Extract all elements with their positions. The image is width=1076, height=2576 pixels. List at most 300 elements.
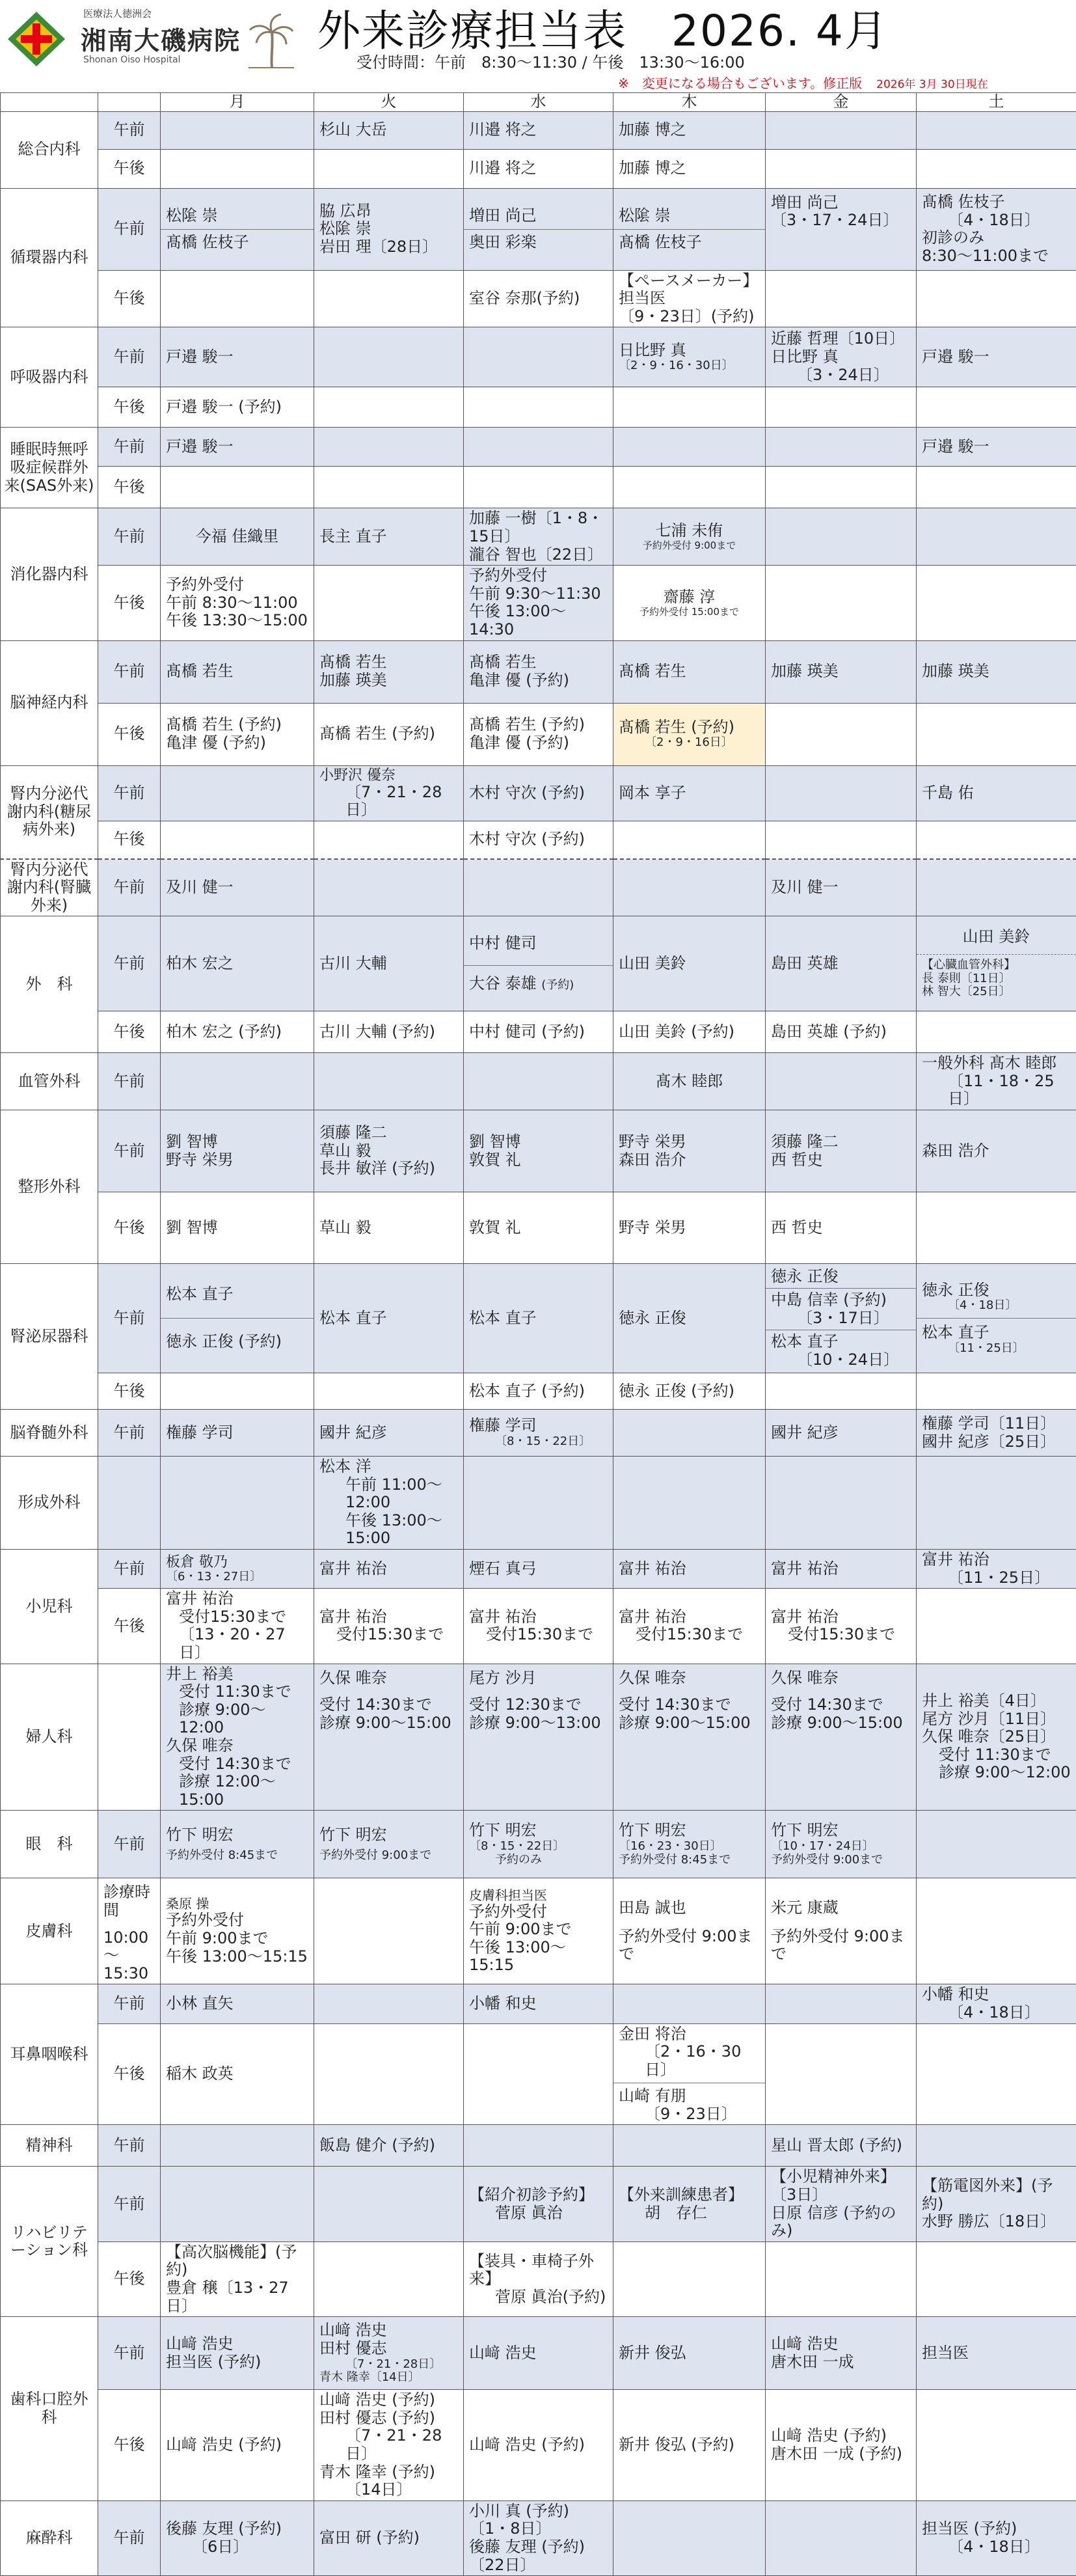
doctor: 小林 直矢	[166, 1994, 234, 2012]
doctor: 山崎 有朋	[619, 2087, 760, 2105]
note: 予約外受付	[469, 1903, 608, 1921]
note: 【外来訓練患者】	[619, 2186, 760, 2204]
note: 受付 14:30まで	[166, 1755, 308, 1774]
doctor: 飯島 健介 (予約)	[319, 2136, 435, 2154]
table-row	[1, 1264, 1076, 1373]
doctor: 中島 信幸 (予約)	[771, 1291, 911, 1309]
doctor: 富井 祐治	[922, 1551, 1071, 1569]
cell	[464, 2390, 613, 2501]
cell	[766, 916, 917, 1011]
note: 受付 11:30まで	[922, 1746, 1071, 1764]
cell	[766, 467, 917, 508]
doctor: 七浦 未侑	[619, 522, 760, 540]
cell-divider	[613, 229, 765, 230]
note: 〔7・21・28日〕	[319, 2427, 458, 2463]
doctor: 及川 健一	[771, 878, 839, 896]
cell	[161, 387, 314, 428]
doctor: 瀧谷 智也〔22日〕	[469, 546, 608, 564]
cell	[917, 1410, 1076, 1457]
period-am: 午前	[98, 428, 161, 467]
doctor: 久保 唯奈	[771, 1669, 911, 1688]
doctor: 亀津 優 (予約)	[469, 672, 608, 690]
doctor: 菅原 眞治	[469, 2204, 608, 2223]
cell	[314, 188, 464, 270]
table-row	[1, 2023, 1076, 2125]
note: 〜15:30	[103, 1947, 155, 1982]
cell	[161, 2501, 314, 2575]
doctor: 小幡 和史	[469, 1994, 537, 2012]
doctor: 権藤 学司	[166, 1423, 234, 1442]
cell	[766, 859, 917, 916]
period-pm: 午後	[98, 149, 161, 188]
note: 午後 13:00〜15:15	[166, 1948, 308, 1966]
cell	[464, 1550, 613, 1589]
cell	[766, 1589, 917, 1664]
table-row	[1, 1192, 1076, 1264]
doctor: 井上 裕美	[166, 1665, 308, 1684]
cell	[464, 1192, 613, 1264]
doctor: 煙石 真弓	[469, 1559, 537, 1578]
palm-tree-icon	[249, 13, 294, 69]
cell	[766, 2023, 917, 2125]
doctor: 戸邉 駿一	[922, 348, 989, 366]
day-header-thu: 木	[613, 93, 766, 112]
doctor: 久保 唯奈	[319, 1669, 458, 1688]
period-am: 午前	[98, 859, 161, 916]
cell	[314, 270, 464, 327]
cell	[766, 1053, 917, 1110]
cell	[613, 1410, 766, 1457]
dept-ophthalmology: 眼 科	[1, 1811, 98, 1878]
doctor: 山﨑 浩史	[319, 2322, 458, 2340]
doctor: 加藤 瑛美	[771, 662, 839, 680]
note: 受付15:30まで	[619, 1626, 760, 1644]
cell	[464, 1457, 613, 1550]
doctor: 柏木 宏之	[166, 954, 234, 972]
period-pm: 午後	[98, 1589, 161, 1664]
cell	[766, 2317, 917, 2390]
doctor: 國井 紀彦〔25日〕	[922, 1433, 1071, 1451]
doctor: 山﨑 浩史	[166, 2335, 308, 2353]
doctor: 劉 智博	[166, 1218, 218, 1237]
period-am: 午前	[98, 1264, 161, 1373]
cell	[314, 1011, 464, 1053]
cell	[917, 1053, 1076, 1110]
doctor: 徳永 正俊	[922, 1281, 1071, 1300]
cell	[161, 1457, 314, 1550]
cell	[464, 467, 613, 508]
cell-divider	[161, 229, 314, 230]
note: 受付15:30まで	[319, 1626, 458, 1644]
doctor: 山田 美鈴 (予約)	[619, 1022, 734, 1041]
doctor: 國井 紀彦	[319, 1423, 387, 1442]
cell	[464, 188, 613, 270]
cell	[766, 1410, 917, 1457]
cell	[613, 916, 766, 1011]
doctor: 米元 康蔵	[771, 1899, 911, 1917]
cell	[917, 1984, 1076, 2023]
day-header-wed: 水	[464, 93, 613, 112]
dept-ortho: 整形外科	[1, 1110, 98, 1264]
cell	[314, 1811, 464, 1878]
cell	[314, 1053, 464, 1110]
table-row	[1, 859, 1076, 916]
cell	[314, 1550, 464, 1589]
doctor: 尾方 沙月	[469, 1669, 608, 1688]
note: 【高次脳機能】(予約)	[166, 2243, 308, 2279]
note: 〔4・18日〕	[922, 2004, 1071, 2022]
doctor: 木村 守次 (予約)	[469, 784, 585, 802]
cell	[917, 270, 1076, 327]
table-row	[1, 916, 1076, 1011]
period-am: 午前	[98, 1410, 161, 1457]
cell	[464, 765, 613, 821]
cell-divider	[917, 1318, 1076, 1319]
cell	[464, 428, 613, 467]
doctor: 富井 祐治	[166, 1590, 308, 1608]
note: 予約外受付 8:45まで	[619, 1854, 760, 1867]
doctor: 松隂 崇	[166, 207, 308, 225]
doctor: 岩田 理〔28日〕	[319, 238, 458, 256]
doctor: 長井 敏洋 (予約)	[319, 1160, 458, 1178]
dept-vascular: 血管外科	[1, 1053, 98, 1110]
cell	[314, 765, 464, 821]
cell	[161, 2241, 314, 2316]
cell	[766, 703, 917, 765]
cell	[161, 640, 314, 703]
table-row	[1, 1878, 1076, 1984]
note: 【筋電図外来】(予約)	[922, 2177, 1071, 2213]
doctor: 増田 尚己	[771, 194, 911, 212]
period-am: 午前	[98, 327, 161, 387]
note: 〔3・17日〕	[771, 1309, 911, 1328]
doctor: 亀津 優 (予約)	[166, 734, 308, 752]
cell	[917, 640, 1076, 703]
cell	[917, 2317, 1076, 2390]
table-row	[1, 640, 1076, 703]
cell	[314, 916, 464, 1011]
note: 診療 9:00〜15:00	[619, 1714, 760, 1733]
cell	[314, 2023, 464, 2125]
cell-divider	[161, 1318, 314, 1319]
cell	[613, 1589, 766, 1664]
cell	[613, 2023, 766, 2125]
cell	[464, 1373, 613, 1410]
cell	[766, 1457, 917, 1550]
note: 〔3・24日〕	[771, 366, 911, 385]
dept-resp: 呼吸器内科	[1, 327, 98, 428]
doctor: 木村 守次 (予約)	[469, 830, 585, 848]
day-header-sat: 土	[917, 93, 1076, 112]
period-am: 午前	[98, 508, 161, 566]
period-pm: 午後	[98, 566, 161, 640]
doctor: 川邉 将之	[469, 159, 537, 177]
note: 受付 14:30まで	[771, 1696, 911, 1714]
note: 〔2・9・16日〕	[619, 736, 760, 750]
cell	[464, 916, 613, 1011]
note: 〔14日〕	[319, 2481, 458, 2499]
doctor: 髙橋 若生	[166, 662, 234, 680]
cell	[917, 2023, 1076, 2125]
doctor: 桑原 操	[166, 1897, 308, 1911]
cell	[464, 859, 613, 916]
table-row	[1, 270, 1076, 327]
cell	[464, 640, 613, 703]
note: 予約外受付 9:00まで	[619, 540, 760, 551]
table-row	[1, 1589, 1076, 1664]
cell	[766, 1192, 917, 1264]
table-row	[1, 1410, 1076, 1457]
note: 〔11・25日〕	[922, 1569, 1071, 1587]
cell	[917, 1373, 1076, 1410]
cell	[766, 2501, 917, 2575]
cell	[917, 1589, 1076, 1664]
cell	[766, 149, 917, 188]
cell	[98, 1878, 161, 1984]
cell	[917, 508, 1076, 566]
doctor: 富井 祐治	[771, 1608, 911, 1626]
note: 受付 14:30まで	[619, 1696, 760, 1714]
cell	[161, 2167, 314, 2241]
doctor: 中村 健司 (予約)	[469, 1022, 585, 1041]
dept-cardio: 循環器内科	[1, 188, 98, 327]
doctor: 山﨑 浩史 (予約)	[469, 2435, 585, 2454]
doctor: 山﨑 浩史	[771, 2335, 911, 2353]
doctor: 古川 大輔	[319, 954, 387, 972]
doctor: 金田 将治	[619, 2025, 760, 2044]
cell	[917, 566, 1076, 640]
cell	[464, 566, 613, 640]
doctor: 竹下 明宏	[166, 1826, 308, 1844]
cell	[464, 1984, 613, 2023]
doctor: 戸邉 駿一	[166, 348, 234, 366]
table-row	[1, 387, 1076, 428]
table-row	[1, 327, 1076, 387]
note: 〔7・21・28日〕	[319, 784, 458, 819]
note: 初診のみ	[922, 229, 1071, 247]
doctor: 富井 祐治	[771, 1559, 839, 1578]
table-row	[1, 111, 1076, 149]
doctor: 山﨑 浩史 (予約)	[166, 2435, 282, 2454]
cell	[314, 1264, 464, 1373]
note: 診療 9:00〜12:00	[166, 1701, 308, 1737]
doctor: 加藤 博之	[619, 159, 686, 177]
doctor: 髙橋 若生 (予約)	[166, 716, 308, 734]
note: 午後 13:00〜14:30	[469, 603, 608, 638]
note: 受付15:30まで	[469, 1626, 608, 1644]
cell	[613, 327, 766, 387]
dept-sas: 睡眠時無呼吸症候群外来(SAS外来)	[1, 428, 98, 508]
table-row	[1, 1110, 1076, 1192]
doctor: 山﨑 浩史 (予約)	[319, 2391, 458, 2409]
doctor: 小幡 和史	[922, 1986, 1071, 2004]
table-row	[1, 2241, 1076, 2316]
doctor: 豊倉 穣〔13・27日〕	[166, 2279, 308, 2315]
doctor: 久保 唯奈	[619, 1669, 760, 1688]
doctor: 権藤 学司	[469, 1417, 608, 1435]
cell	[161, 1053, 314, 1110]
note: 〔4・18日〕	[922, 2538, 1071, 2556]
doctor: 近藤 哲理〔10日〕	[771, 330, 911, 348]
cell	[464, 2317, 613, 2390]
doctor: 山﨑 浩史 (予約)	[771, 2427, 911, 2445]
doctor: 小野沢 優奈	[319, 767, 458, 784]
cell	[917, 2501, 1076, 2575]
doctor: 松本 直子	[319, 1309, 387, 1327]
cell	[314, 1110, 464, 1192]
page-title: 外来診療担当表 2026. 4月	[317, 0, 889, 58]
doctor: 髙橋 若生	[319, 653, 458, 672]
note: 〔6・13・27日〕	[166, 1570, 308, 1584]
doctor: 松本 洋	[319, 1458, 458, 1476]
cell	[464, 149, 613, 188]
doctor: 竹下 明宏	[469, 1822, 608, 1840]
cell	[161, 1984, 314, 2023]
cell	[464, 1664, 613, 1811]
cell	[613, 1110, 766, 1192]
cell	[917, 1878, 1076, 1984]
cell	[613, 2501, 766, 2575]
doctor: 長主 直子	[319, 527, 387, 545]
cell	[464, 2023, 613, 2125]
period-am: 午前	[98, 640, 161, 703]
note: 午前 9:30〜11:30	[469, 585, 608, 603]
cell	[161, 1811, 314, 1878]
note: 受付15:30まで	[166, 1608, 308, 1626]
doctor: 田島 誠也	[619, 1899, 760, 1917]
period-pm: 午後	[98, 2390, 161, 2501]
note: 受付15:30まで	[771, 1626, 911, 1644]
org-name: 医療法人徳洲会	[83, 7, 152, 20]
period-am: 午前	[98, 765, 161, 821]
cell	[314, 428, 464, 467]
cell	[613, 566, 766, 640]
table-row	[1, 821, 1076, 859]
note: 予約外受付 9:00まで	[619, 1928, 760, 1964]
doctor: 松隂 崇	[319, 220, 458, 238]
cell	[314, 111, 464, 149]
cell	[917, 467, 1076, 508]
table-row	[1, 467, 1076, 508]
cell	[464, 508, 613, 566]
cell	[161, 2125, 314, 2167]
cell	[161, 821, 314, 859]
doctor: 野寺 栄男	[166, 1151, 308, 1170]
cell	[917, 387, 1076, 428]
doctor: 唐木田 一成 (予約)	[771, 2445, 911, 2463]
dept-dermatology: 皮膚科	[1, 1878, 98, 1984]
cell	[766, 508, 917, 566]
cell	[314, 2317, 464, 2390]
cell	[613, 188, 766, 270]
note: 診療 9:00〜15:00	[771, 1714, 911, 1733]
cell	[766, 327, 917, 387]
cell	[766, 1110, 917, 1192]
note: 〔2・16・30日〕	[619, 2043, 760, 2079]
doctor: 髙橋 若生 (予約)	[319, 724, 435, 743]
doctor: 星山 晋太郎 (予約)	[771, 2136, 902, 2154]
cell	[464, 1110, 613, 1192]
table-row	[1, 1984, 1076, 2023]
note: 〔6日〕	[166, 2538, 308, 2556]
table-row	[1, 1664, 1076, 1811]
doctor: 長 泰則〔11日〕	[922, 972, 1071, 986]
doctor: 日比野 真	[619, 342, 760, 360]
doctor: 須藤 隆二	[771, 1133, 911, 1151]
doctor: 今福 佳織里	[196, 527, 279, 545]
doctor: 岡本 享子	[619, 784, 686, 802]
doctor: 國井 紀彦	[771, 1423, 839, 1442]
cell-divider	[464, 229, 613, 230]
doctor: 髙橋 佐枝子	[922, 193, 1071, 212]
doctor: 担当医	[922, 2344, 969, 2362]
note: 午前 9:00まで	[166, 1930, 308, 1948]
cell	[464, 1264, 613, 1373]
cell	[314, 1373, 464, 1410]
cell	[613, 387, 766, 428]
table-row	[1, 2167, 1076, 2241]
cell	[766, 1550, 917, 1589]
dept-neuro: 脳神経内科	[1, 640, 98, 765]
doctor: 敦賀 礼	[469, 1218, 521, 1237]
table-row	[1, 703, 1076, 765]
period-pm: 午後	[98, 1373, 161, 1410]
period-pm: 午後	[98, 1192, 161, 1264]
doctor: 徳永 正俊 (予約)	[619, 1382, 734, 1400]
doctor: 奥田 彩楽	[469, 234, 608, 252]
doctor: 皮膚科担当医	[469, 1888, 608, 1903]
dept-psychiatry: 精神科	[1, 2125, 98, 2167]
dept-ent: 耳鼻咽喉科	[1, 1984, 98, 2125]
cell	[917, 2125, 1076, 2167]
doctor: 島田 英雄	[771, 954, 839, 972]
header-corner	[1, 93, 98, 112]
period-pm: 午後	[98, 387, 161, 428]
dept-plastic: 形成外科	[1, 1457, 98, 1550]
note: 受付 12:30まで	[469, 1696, 608, 1714]
doctor: 担当医 (予約)	[166, 2353, 308, 2372]
note: 〔7・21・28日〕	[319, 2358, 458, 2372]
doctor: 齋藤 淳	[619, 588, 760, 607]
dept-general: 総合内科	[1, 111, 98, 188]
cell	[766, 1811, 917, 1878]
table-row	[1, 566, 1076, 640]
period-pm: 午後	[98, 270, 161, 327]
cell	[161, 2023, 314, 2125]
note: 〔10・24日〕	[771, 1351, 911, 1369]
cell	[161, 188, 314, 270]
cell	[161, 111, 314, 149]
cell	[464, 1410, 613, 1457]
notice-text: ※ 変更になる場合もございます。修正版	[618, 75, 862, 91]
cell	[766, 387, 917, 428]
cell	[917, 1457, 1076, 1550]
doctor: 水野 勝広〔18日〕	[922, 2213, 1071, 2231]
note: 〔8・15・22日〕	[469, 1840, 608, 1854]
cell-highlighted	[613, 703, 766, 765]
doctor: 草山 毅	[319, 1218, 371, 1237]
cell	[161, 149, 314, 188]
doctor: 富井 祐治	[619, 1608, 760, 1626]
table-row	[1, 188, 1076, 270]
cell	[917, 1011, 1076, 1053]
doctor: 戸邉 駿一 (予約)	[166, 398, 282, 416]
doctor: 及川 健一	[166, 878, 234, 896]
cell	[464, 111, 613, 149]
cell	[314, 1878, 464, 1984]
cell	[766, 111, 917, 149]
cell	[613, 2241, 766, 2316]
